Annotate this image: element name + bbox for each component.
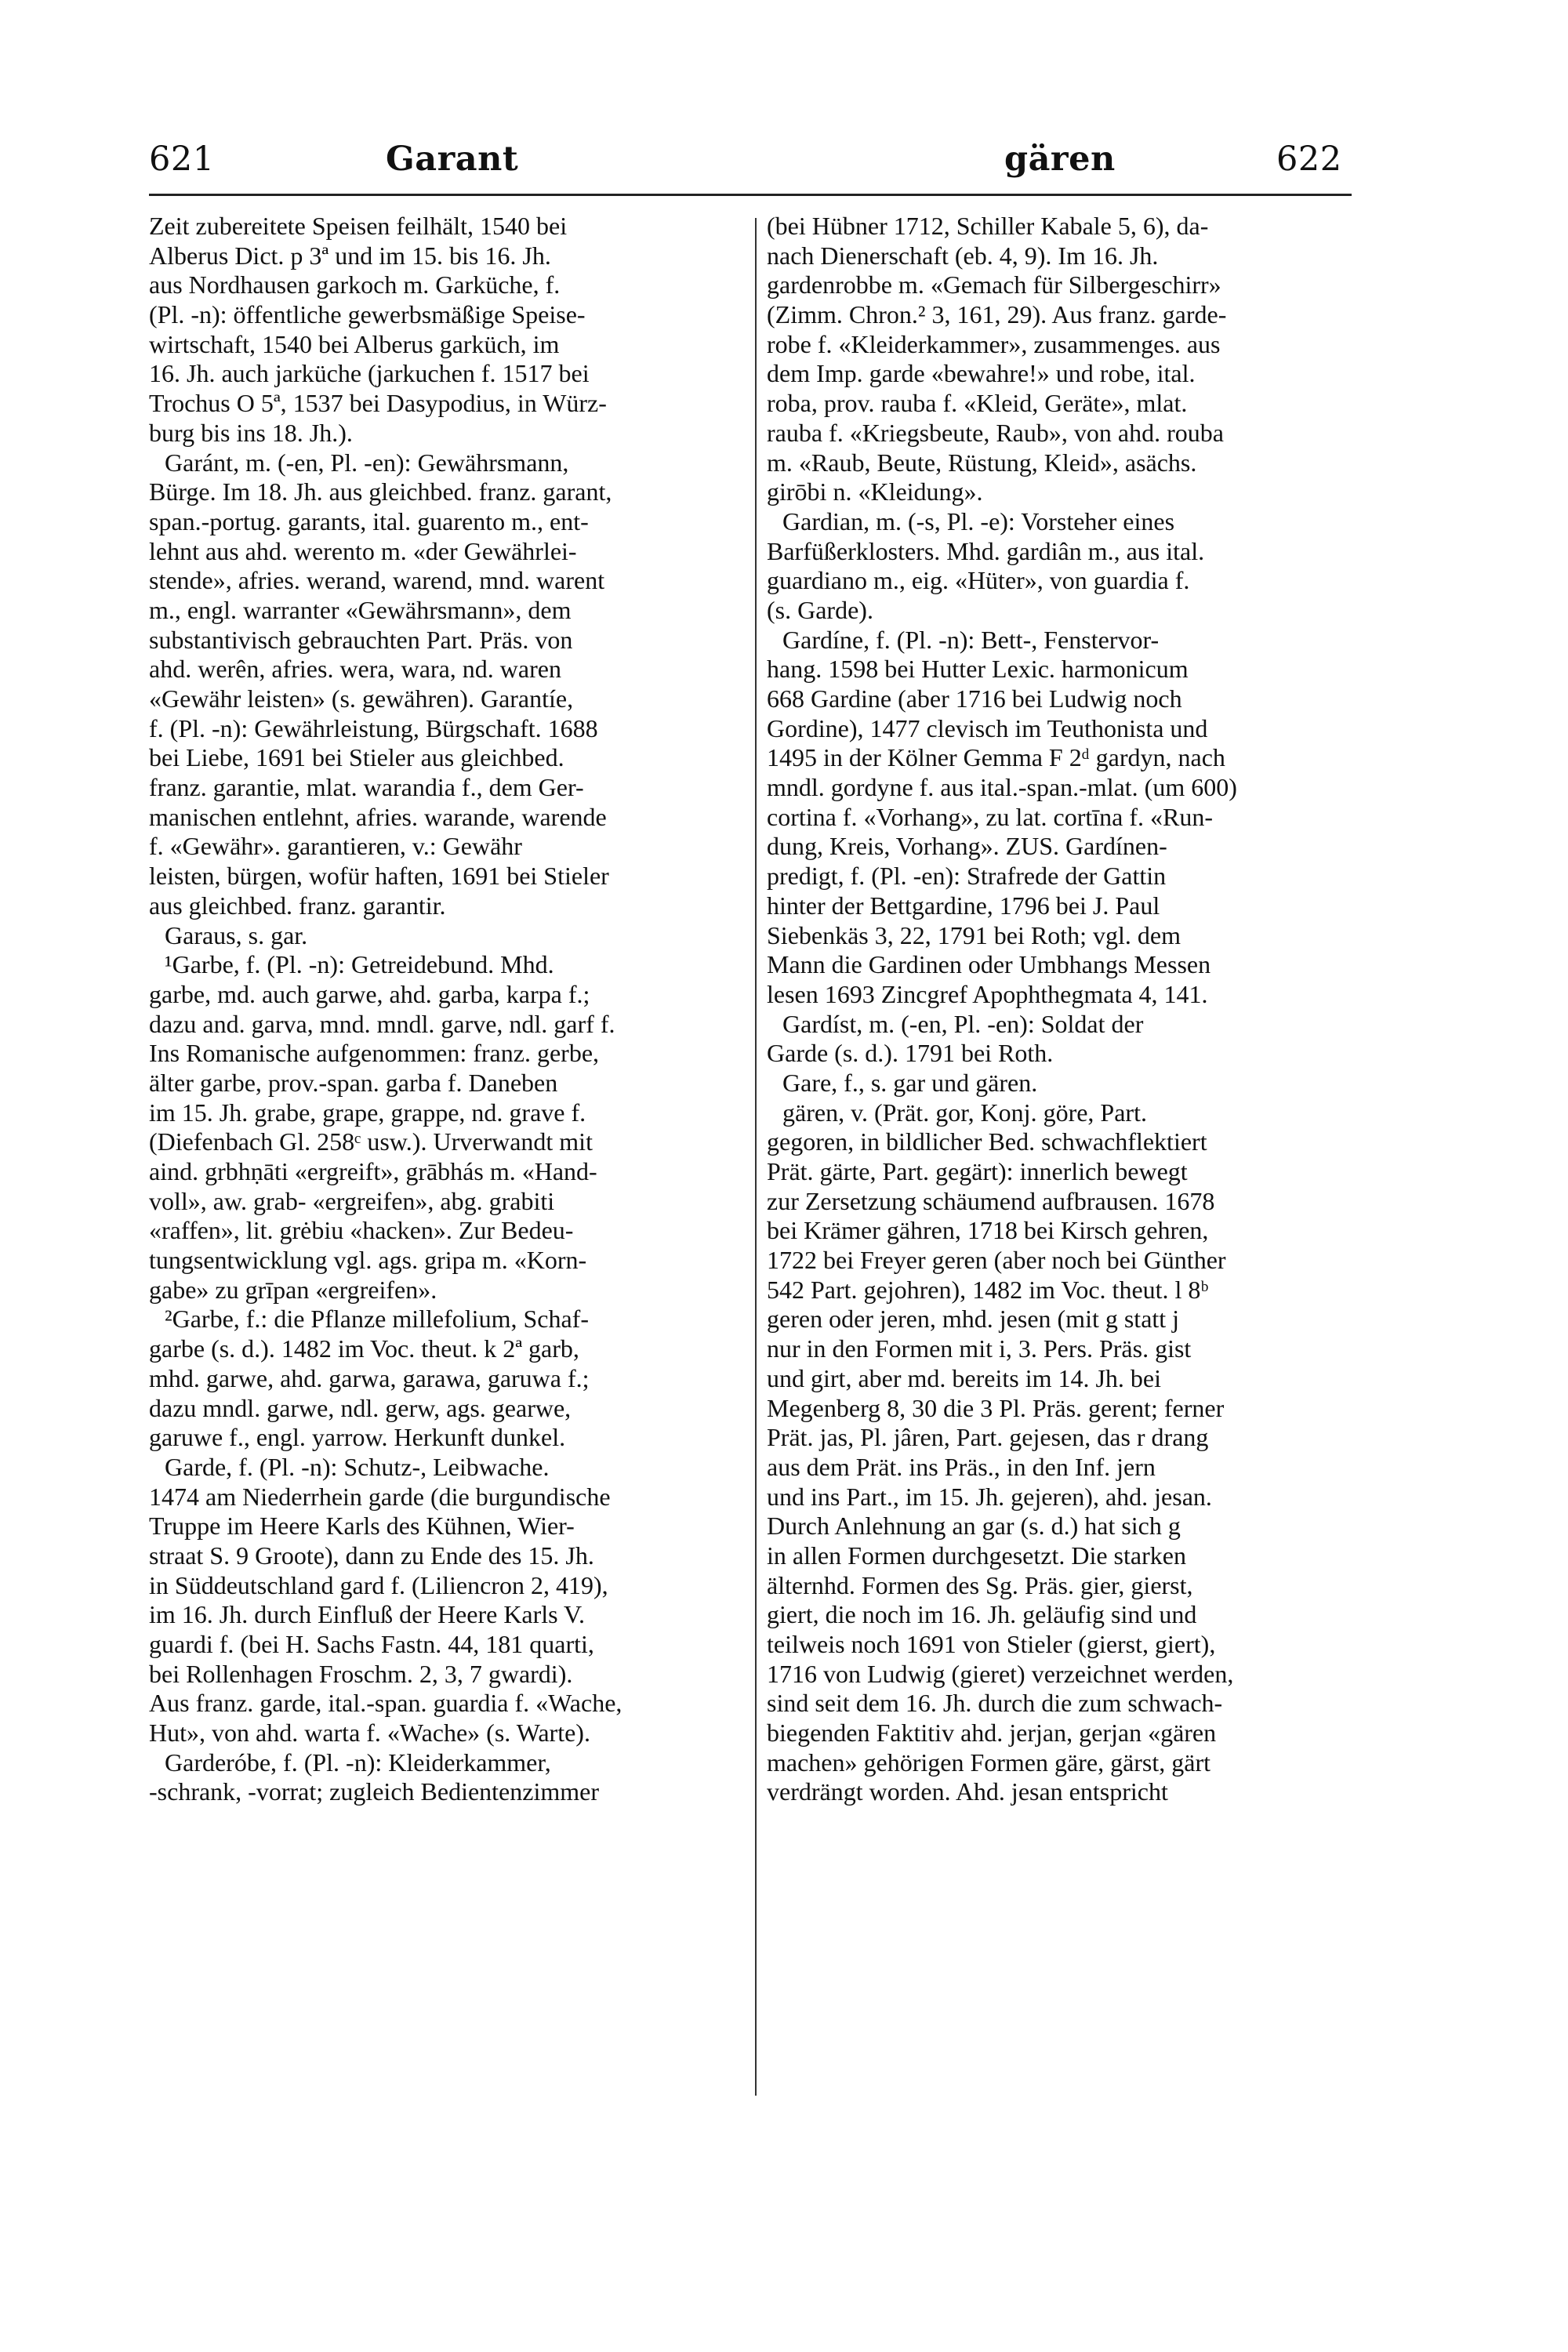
text-line: dem Imp. garde «bewahre!» und robe, ital. bbox=[767, 359, 1196, 388]
text-line: «Gewähr leisten» (s. gewähren). Garantíe, bbox=[149, 684, 574, 713]
text-line: 668 Gardine (aber 1716 bei Ludwig noch bbox=[767, 684, 1182, 713]
text-line: Megenberg 8, 30 die 3 Pl. Präs. gerent; ferner bbox=[767, 1393, 1225, 1422]
text-line: zur Zersetzung schäumend aufbrausen. 1678 bbox=[767, 1186, 1215, 1215]
text-line: aind. grbhṇāti «ergreift», grābhás m. «Hand- bbox=[149, 1157, 597, 1185]
text-line: (Pl. -n): öffentliche gewerbsmäßige Speise- bbox=[149, 300, 586, 329]
text-line: 542 Part. gejohren), 1482 im Voc. theut. l 8ᵇ bbox=[767, 1275, 1209, 1304]
text-line: gegoren, in bildlicher Bed. schwachflektiert bbox=[767, 1127, 1207, 1156]
text-line: substantivisch gebrauchten Part. Präs. von bbox=[149, 625, 573, 654]
text-line: hang. 1598 bei Hutter Lexic. harmonicum bbox=[767, 655, 1189, 684]
text-line: lehnt aus ahd. werento m. «der Gewährlei- bbox=[149, 536, 577, 565]
text-line: f. (Pl. -n): Gewährleistung, Bürgschaft. 1688 bbox=[149, 713, 598, 742]
text-line: cortina f. «Vorhang», zu lat. cortīna f. «Run- bbox=[767, 802, 1214, 831]
text-line: Gardian, m. (-s, Pl. -e): Vorsteher eines bbox=[782, 506, 1175, 535]
text-line: (bei Hübner 1712, Schiller Kabale 5, 6), da- bbox=[767, 212, 1209, 240]
text-line: und ins Part., im 15. Jh. gejeren), ahd. jesan. bbox=[767, 1482, 1212, 1511]
text-line: (s. Garde). bbox=[767, 595, 873, 624]
text-line: franz. garantie, mlat. warandia f., dem Ger- bbox=[149, 773, 584, 802]
text-line: 1722 bei Freyer geren (aber noch bei Günther bbox=[767, 1246, 1226, 1275]
text-line: Garde (s. d.). 1791 bei Roth. bbox=[767, 1039, 1054, 1068]
text-line: ²Garbe, f.: die Pflanze millefolium, Schaf- bbox=[165, 1305, 589, 1334]
text-line: sind seit dem 16. Jh. durch die zum schwach- bbox=[767, 1689, 1223, 1718]
text-line: straat S. 9 Groote), dann zu Ende des 15. Jh. bbox=[149, 1541, 594, 1570]
text-line: aus dem Prät. ins Präs., in den Inf. jern bbox=[767, 1452, 1156, 1481]
text-line: 1716 von Ludwig (gieret) verzeichnet werden, bbox=[767, 1659, 1234, 1688]
text-line: Durch Anlehnung an gar (s. d.) hat sich g bbox=[767, 1512, 1181, 1541]
text-line: lesen 1693 Zincgref Apophthegmata 4, 141. bbox=[767, 979, 1208, 1008]
text-line: bei Krämer gähren, 1718 bei Kirsch gehren, bbox=[767, 1216, 1209, 1245]
text-line: Gare, f., s. gar und gären. bbox=[782, 1068, 1038, 1097]
text-line: giert, die noch im 16. Jh. geläufig sind und bbox=[767, 1600, 1197, 1629]
text-line: Garde, f. (Pl. -n): Schutz-, Leibwache. bbox=[165, 1452, 550, 1481]
text-line: Siebenkäs 3, 22, 1791 bei Roth; vgl. dem bbox=[767, 920, 1181, 949]
text-line: Trochus O 5ª, 1537 bei Dasypodius, in Würz- bbox=[149, 389, 607, 418]
text-line: robe f. «Kleiderkammer», zusammenges. aus bbox=[767, 329, 1221, 358]
text-line: (Zimm. Chron.² 3, 161, 29). Aus franz. garde- bbox=[767, 300, 1227, 329]
text-line: biegenden Faktitiv ahd. jerjan, gerjan «gären bbox=[767, 1719, 1217, 1748]
text-line: Gordine), 1477 clevisch im Teuthonista und bbox=[767, 713, 1208, 742]
text-line: ahd. werên, afries. wera, wara, nd. waren bbox=[149, 655, 561, 684]
text-line: im 16. Jh. durch Einfluß der Heere Karls V. bbox=[149, 1600, 586, 1629]
text-line: 1474 am Niederrhein garde (die burgundische bbox=[149, 1482, 611, 1511]
text-line: dazu mndl. garwe, ndl. gerw, ags. gearwe, bbox=[149, 1393, 572, 1422]
text-line: 16. Jh. auch jarküche (jarkuchen f. 1517 bei bbox=[149, 359, 590, 388]
right-column bbox=[767, 212, 1355, 1807]
text-line: mhd. garwe, ahd. garwa, garawa, garuwa f.; bbox=[149, 1363, 590, 1392]
text-line: Prät. jas, Pl. jâren, Part. gejesen, das r drang bbox=[767, 1423, 1209, 1452]
text-line: gardenrobbe m. «Gemach für Silbergeschirr» bbox=[767, 270, 1221, 299]
text-line: älternhd. Formen des Sg. Präs. gier, gierst, bbox=[767, 1570, 1193, 1599]
text-line: m., engl. warranter «Gewährsmann», dem bbox=[149, 595, 572, 624]
right-running-head: gären bbox=[1004, 140, 1116, 179]
text-line: -schrank, -vorrat; zugleich Bedientenzimmer bbox=[149, 1777, 599, 1806]
text-line: teilweis noch 1691 von Stieler (gierst, giert), bbox=[767, 1630, 1216, 1658]
text-line: bei Rollenhagen Froschm. 2, 3, 7 gwardi). bbox=[149, 1659, 573, 1688]
text-line: Barfüßerklosters. Mhd. gardiân m., aus ital. bbox=[767, 536, 1205, 565]
text-line: garbe (s. d.). 1482 im Voc. theut. k 2ª garb, bbox=[149, 1334, 579, 1363]
text-line: Gardíne, f. (Pl. -n): Bett-, Fenstervor- bbox=[782, 625, 1160, 654]
text-line: guardiano m., eig. «Hüter», von guardia f. bbox=[767, 566, 1190, 595]
text-line: (Diefenbach Gl. 258ᶜ usw.). Urverwandt mit bbox=[149, 1127, 593, 1156]
text-line: guardi f. (bei H. Sachs Fastn. 44, 181 quarti, bbox=[149, 1630, 594, 1658]
text-line: Gardíst, m. (-en, Pl. -en): Soldat der bbox=[782, 1009, 1144, 1038]
text-line: wirtschaft, 1540 bei Alberus garküch, im bbox=[149, 329, 560, 358]
text-line: dung, Kreis, Vorhang». ZUS. Gardínen- bbox=[767, 832, 1167, 861]
text-line: Truppe im Heere Karls des Kühnen, Wier- bbox=[149, 1512, 575, 1541]
text-line: ¹Garbe, f. (Pl. -n): Getreidebund. Mhd. bbox=[165, 950, 554, 979]
text-line: span.-portug. garants, ital. guarento m., ent- bbox=[149, 506, 589, 535]
text-line: und girt, aber md. bereits im 14. Jh. bei bbox=[767, 1363, 1162, 1392]
text-line: aus gleichbed. franz. garantir. bbox=[149, 891, 446, 920]
left-column bbox=[149, 212, 737, 1807]
text-line: rauba f. «Kriegsbeute, Raub», von ahd. rouba bbox=[767, 418, 1224, 447]
text-line: stende», afries. werand, warend, mnd. warent bbox=[149, 566, 605, 595]
text-line: Mann die Gardinen oder Umbhangs Messen bbox=[767, 950, 1211, 979]
text-line: predigt, f. (Pl. -en): Strafrede der Gattin bbox=[767, 862, 1167, 891]
text-line: mndl. gordyne f. aus ital.-span.-mlat. (um 600) bbox=[767, 773, 1237, 802]
text-line: machen» gehörigen Formen gäre, gärst, gärt bbox=[767, 1748, 1211, 1777]
text-line: aus Nordhausen garkoch m. Garküche, f. bbox=[149, 270, 561, 299]
text-line: gabe» zu grīpan «ergreifen». bbox=[149, 1275, 437, 1304]
text-line: burg bis ins 18. Jh.). bbox=[149, 418, 353, 447]
text-line: Ins Romanische aufgenommen: franz. gerbe, bbox=[149, 1039, 600, 1068]
text-line: Zeit zubereitete Speisen feilhält, 1540 bei bbox=[149, 212, 568, 240]
text-line: manischen entlehnt, afries. warande, warende bbox=[149, 802, 607, 831]
text-line: leisten, bürgen, wofür haften, 1691 bei Stieler bbox=[149, 862, 609, 891]
right-page-number: 622 bbox=[1276, 140, 1342, 179]
text-line: verdrängt worden. Ahd. jesan entspricht bbox=[767, 1777, 1168, 1806]
left-page-number: 621 bbox=[149, 140, 215, 179]
text-line: Aus franz. garde, ital.-span. guardia f. «Wache, bbox=[149, 1689, 622, 1718]
header-rule bbox=[149, 194, 1352, 196]
text-line: garbe, md. auch garwe, ahd. garba, karpa f.; bbox=[149, 979, 590, 1008]
text-line: Alberus Dict. p 3ª und im 15. bis 16. Jh. bbox=[149, 241, 551, 270]
text-line: garuwe f., engl. yarrow. Herkunft dunkel. bbox=[149, 1423, 566, 1452]
text-line: Garánt, m. (-en, Pl. -en): Gewährsmann, bbox=[165, 448, 569, 477]
text-line: nach Dienerschaft (eb. 4, 9). Im 16. Jh. bbox=[767, 241, 1159, 270]
left-running-head: Garant bbox=[386, 140, 519, 179]
text-line: Garaus, s. gar. bbox=[165, 920, 308, 949]
text-line: bei Liebe, 1691 bei Stieler aus gleichbed. bbox=[149, 743, 564, 772]
text-line: nur in den Formen mit i, 3. Pers. Präs. gist bbox=[767, 1334, 1192, 1363]
text-line: älter garbe, prov.-span. garba f. Daneben bbox=[149, 1068, 558, 1097]
text-line: voll», aw. grab- «ergreifen», abg. grabiti bbox=[149, 1186, 555, 1215]
text-line: gären, v. (Prät. gor, Konj. göre, Part. bbox=[782, 1098, 1147, 1127]
text-line: dazu and. garva, mnd. mndl. garve, ndl. garf f. bbox=[149, 1009, 615, 1038]
text-line: roba, prov. rauba f. «Kleid, Geräte», mlat. bbox=[767, 389, 1188, 418]
text-line: Prät. gärte, Part. gegärt): innerlich bewegt bbox=[767, 1157, 1188, 1185]
text-line: geren oder jeren, mhd. jesen (mit g statt j bbox=[767, 1305, 1180, 1334]
text-line: girōbi n. «Kleidung». bbox=[767, 477, 983, 506]
text-line: Garderóbe, f. (Pl. -n): Kleiderkammer, bbox=[165, 1748, 551, 1777]
text-line: Bürge. Im 18. Jh. aus gleichbed. franz. garant, bbox=[149, 477, 612, 506]
text-line: in allen Formen durchgesetzt. Die starken bbox=[767, 1541, 1186, 1570]
text-line: hinter der Bettgardine, 1796 bei J. Paul bbox=[767, 891, 1160, 920]
text-line: m. «Raub, Beute, Rüstung, Kleid», asächs. bbox=[767, 448, 1197, 477]
text-line: f. «Gewähr». garantieren, v.: Gewähr bbox=[149, 832, 522, 861]
column-separator bbox=[755, 218, 757, 2096]
text-line: in Süddeutschland gard f. (Liliencron 2, 419), bbox=[149, 1570, 608, 1599]
text-line: 1495 in der Kölner Gemma F 2ᵈ gardyn, nach bbox=[767, 743, 1225, 772]
text-line: tungsentwicklung vgl. ags. gripa m. «Korn- bbox=[149, 1246, 587, 1275]
text-line: Hut», von ahd. warta f. «Wache» (s. Warte). bbox=[149, 1719, 590, 1748]
text-line: «raffen», lit. grėbiu «hacken». Zur Bedeu- bbox=[149, 1216, 574, 1245]
text-line: im 15. Jh. grabe, grape, grappe, nd. grave f. bbox=[149, 1098, 586, 1127]
